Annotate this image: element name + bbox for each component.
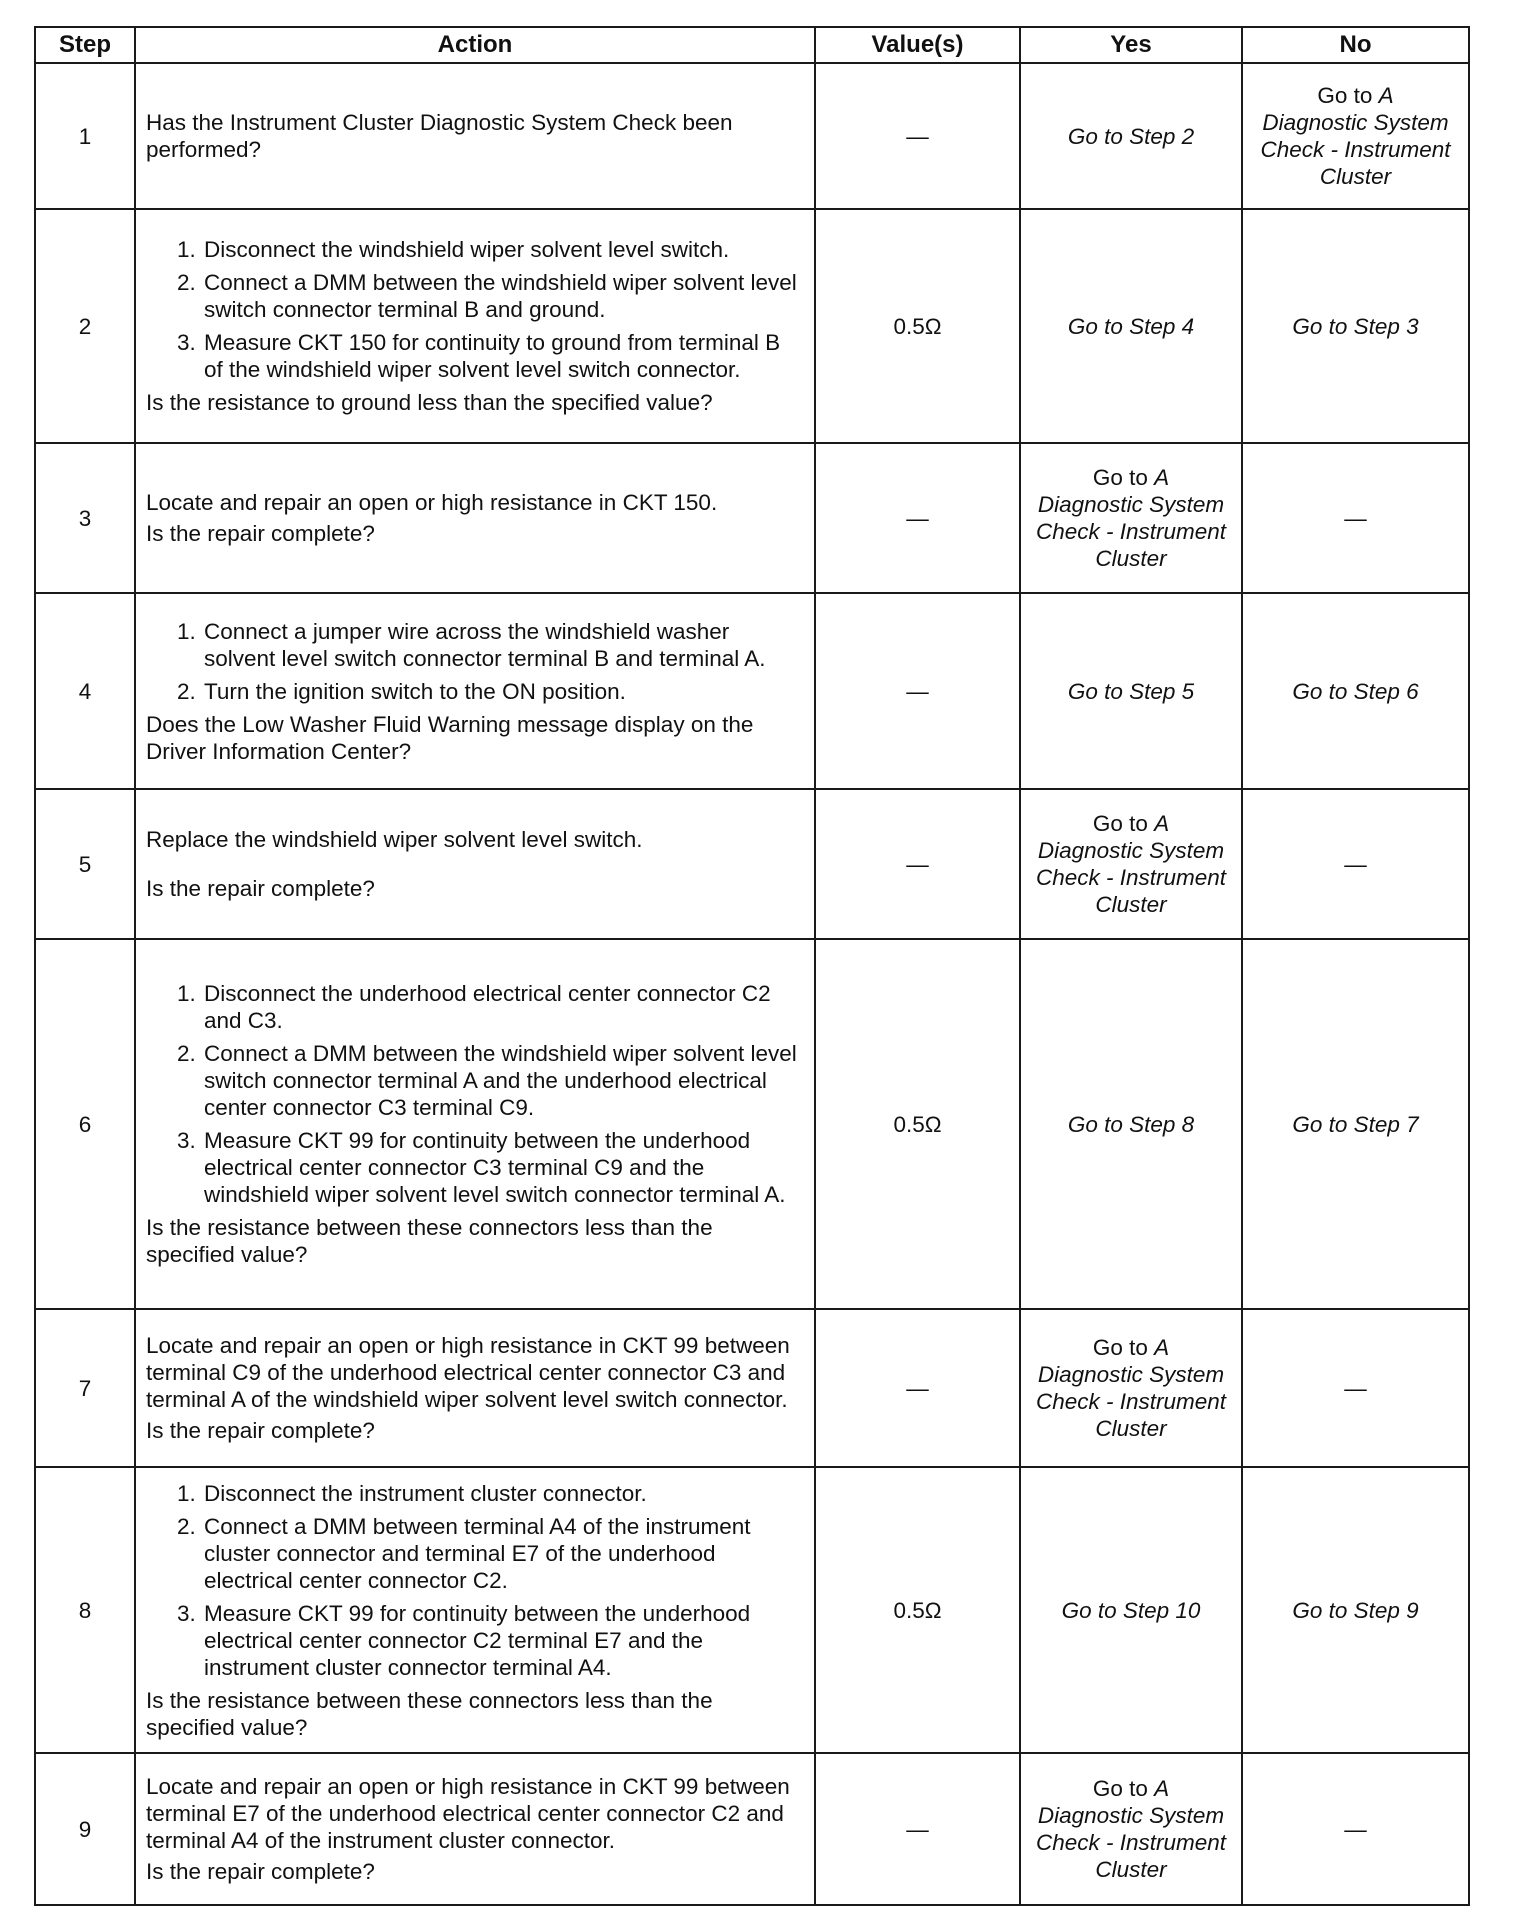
yes-route: Diagnostic System Check - Instrument Cluster: [1035, 838, 1227, 917]
no-route: Diagnostic System Check - Instrument Cluster: [1260, 110, 1451, 189]
value-cell: —: [815, 63, 1020, 209]
action-text: Locate and repair an open or high resistance in CKT 150.: [146, 490, 718, 515]
action-list: [146, 236, 804, 383]
table-row: [35, 939, 1469, 1309]
value-cell: 0.5Ω: [815, 209, 1020, 443]
goto-a: A: [1154, 1776, 1170, 1801]
no-cell: —: [1242, 1309, 1469, 1467]
step-number: 9: [35, 1753, 135, 1905]
action-item: 3. Measure CKT 150 for continuity to ground from terminal B of the windshield wiper solvent level switch connector.: [202, 329, 804, 383]
yes-route: Diagnostic System Check - Instrument Cluster: [1035, 492, 1227, 571]
action-cell: [135, 1753, 815, 1905]
yes-route: Diagnostic System Check - Instrument Cluster: [1035, 1803, 1227, 1882]
yes-cell: [1020, 789, 1242, 939]
no-route: Go to Step 7: [1292, 1111, 1419, 1137]
action-list: [146, 1480, 804, 1681]
yes-route: Go to Step 10: [1061, 1597, 1201, 1623]
yes-cell: [1020, 209, 1242, 443]
value-cell: —: [815, 1753, 1020, 1905]
action-cell: [135, 209, 815, 443]
table-row: [35, 1309, 1469, 1467]
step-number: 7: [35, 1309, 135, 1467]
action-item: 3. Measure CKT 99 for continuity between the underhood electrical center connector C3 terminal C9 and the windshield wiper solvent level switch connector terminal A.: [202, 1127, 804, 1208]
action-item: 1. Disconnect the windshield wiper solvent level switch.: [202, 236, 804, 263]
no-cell: [1242, 209, 1469, 443]
diagnostic-table: [34, 26, 1470, 1906]
action-item: 2. Connect a DMM between terminal A4 of the instrument cluster connector and terminal E7 of the underhood electrical center connector C2.: [202, 1513, 804, 1594]
yes-route: Go to Step 2: [1067, 123, 1195, 149]
action-item: 1. Connect a jumper wire across the windshield washer solvent level switch connector terminal B and terminal A.: [202, 618, 804, 672]
yes-cell: [1020, 593, 1242, 789]
question: Is the resistance between these connectors less than the specified value?: [146, 1687, 713, 1740]
no-route: Go to Step 9: [1292, 1597, 1419, 1623]
no-route: Go to Step 6: [1292, 678, 1419, 704]
header-values: Value(s): [815, 27, 1020, 63]
step-number: 3: [35, 443, 135, 593]
value-cell: 0.5Ω: [815, 1467, 1020, 1753]
action-cell: [135, 593, 815, 789]
action-cell: [135, 789, 815, 939]
table-row: [35, 63, 1469, 209]
yes-route: Go to Step 8: [1067, 1111, 1195, 1137]
goto-a: A: [1154, 1335, 1170, 1360]
header-yes: Yes: [1020, 27, 1242, 63]
question: Has the Instrument Cluster Diagnostic System Check been performed?: [146, 110, 733, 162]
yes-route: Go to Step 4: [1067, 313, 1195, 339]
value-cell: 0.5Ω: [815, 939, 1020, 1309]
question: Is the resistance to ground less than the specified value?: [146, 390, 713, 415]
table-row: [35, 593, 1469, 789]
yes-cell: [1020, 1309, 1242, 1467]
goto-prefix: Go to: [1092, 1776, 1155, 1801]
no-cell: —: [1242, 789, 1469, 939]
step-number: 8: [35, 1467, 135, 1753]
table-row: [35, 789, 1469, 939]
yes-cell: [1020, 443, 1242, 593]
goto-a: A: [1378, 83, 1394, 108]
table-row: [35, 1467, 1469, 1753]
goto-a: A: [1154, 465, 1170, 490]
action-cell: [135, 63, 815, 209]
goto-prefix: Go to: [1317, 83, 1379, 108]
action-item: 3. Measure CKT 99 for continuity between the underhood electrical center connector C2 terminal E7 and the instrument cluster connector terminal A4.: [202, 1600, 804, 1681]
action-text: Locate and repair an open or high resistance in CKT 99 between terminal E7 of the underhood electrical center connector C2 and terminal A4 of the instrument cluster connector.: [146, 1774, 790, 1853]
action-item: 1. Disconnect the instrument cluster connector.: [202, 1480, 804, 1507]
no-cell: —: [1242, 443, 1469, 593]
action-text: Locate and repair an open or high resistance in CKT 99 between terminal C9 of the underhood electrical center connector C3 and terminal A of the windshield wiper solvent level switch connector.: [146, 1333, 790, 1412]
yes-cell: [1020, 939, 1242, 1309]
table-row: [35, 1753, 1469, 1905]
value-cell: —: [815, 789, 1020, 939]
value-cell: —: [815, 1309, 1020, 1467]
action-item: 1. Disconnect the underhood electrical center connector C2 and C3.: [202, 980, 804, 1034]
question: Is the repair complete?: [146, 1418, 375, 1443]
no-cell: [1242, 1467, 1469, 1753]
question: Is the repair complete?: [146, 521, 375, 546]
action-cell: [135, 1309, 815, 1467]
goto-prefix: Go to: [1092, 1335, 1155, 1360]
step-number: 4: [35, 593, 135, 789]
action-cell: [135, 1467, 815, 1753]
yes-route: Go to Step 5: [1067, 678, 1195, 704]
no-cell: [1242, 63, 1469, 209]
goto-a: A: [1154, 811, 1170, 836]
value-cell: —: [815, 443, 1020, 593]
step-number: 6: [35, 939, 135, 1309]
action-list: [146, 980, 804, 1208]
table-row: [35, 443, 1469, 593]
header-no: No: [1242, 27, 1469, 63]
action-item: 2. Turn the ignition switch to the ON position.: [202, 678, 804, 705]
action-cell: [135, 939, 815, 1309]
action-text: Replace the windshield wiper solvent level switch.: [146, 827, 643, 852]
yes-route: Diagnostic System Check - Instrument Cluster: [1035, 1362, 1227, 1441]
question: Is the repair complete?: [146, 876, 375, 901]
question: Does the Low Washer Fluid Warning message display on the Driver Information Center?: [146, 711, 754, 764]
action-item: 2. Connect a DMM between the windshield wiper solvent level switch connector terminal A and the underhood electrical center connector C3 terminal C9.: [202, 1040, 804, 1121]
no-cell: [1242, 939, 1469, 1309]
value-cell: —: [815, 593, 1020, 789]
action-cell: [135, 443, 815, 593]
header-action: Action: [135, 27, 815, 63]
header-step: Step: [35, 27, 135, 63]
question: Is the resistance between these connectors less than the specified value?: [146, 1215, 713, 1267]
no-cell: [1242, 593, 1469, 789]
step-number: 2: [35, 209, 135, 443]
step-number: 5: [35, 789, 135, 939]
goto-prefix: Go to: [1092, 811, 1155, 836]
header-row: [35, 27, 1469, 63]
table-row: [35, 209, 1469, 443]
action-list: [146, 618, 804, 705]
goto-prefix: Go to: [1092, 465, 1155, 490]
yes-cell: [1020, 63, 1242, 209]
yes-cell: [1020, 1753, 1242, 1905]
yes-cell: [1020, 1467, 1242, 1753]
question: Is the repair complete?: [146, 1859, 375, 1884]
no-route: Go to Step 3: [1292, 313, 1419, 339]
action-item: 2. Connect a DMM between the windshield wiper solvent level switch connector terminal B and ground.: [202, 269, 804, 323]
no-cell: —: [1242, 1753, 1469, 1905]
step-number: 1: [35, 63, 135, 209]
